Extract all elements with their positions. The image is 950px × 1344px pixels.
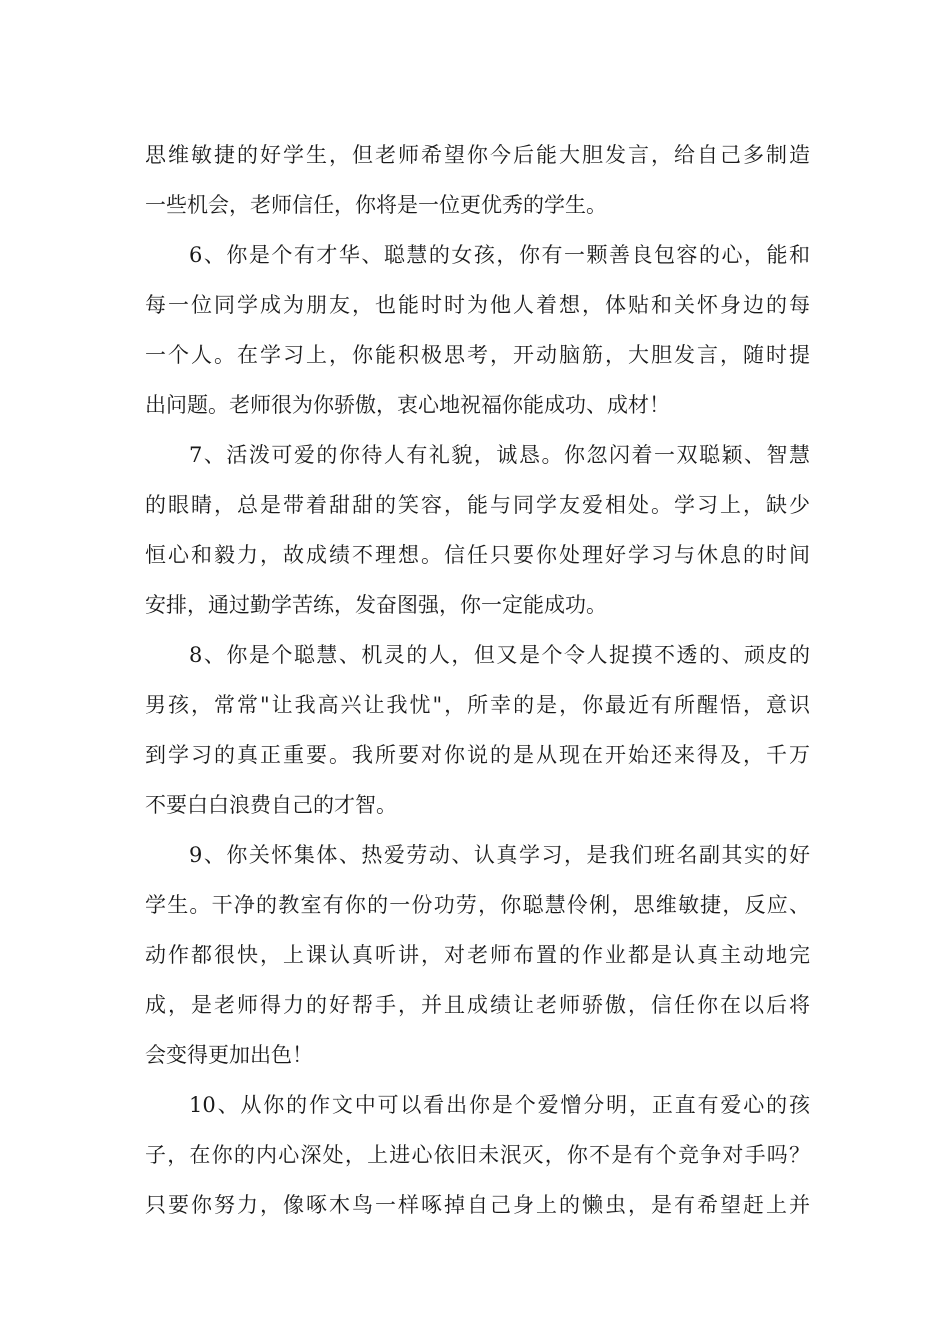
document-body [145,130,810,1230]
text-line: 动作都很快，上课认真听讲，对老师布置的作业都是认真主动地完 [145,943,810,967]
text-line: 子，在你的内心深处，上进心依旧未泯灭，你不是有个竞争对手吗？ [145,1143,810,1167]
text-line: 只要你努力，像啄木鸟一样啄掉自己身上的懒虫，是有希望赶上并 [145,1193,810,1217]
text-line: 安排，通过勤学苦练，发奋图强，你一定能成功。 [145,593,607,617]
text-line: 不要白白浪费自己的才智。 [145,793,397,817]
text-line: 到学习的真正重要。我所要对你说的是从现在开始还来得及，千万 [145,743,810,767]
text-line: 6、你是个有才华、聪慧的女孩，你有一颗善良包容的心，能和 [189,243,810,267]
text-line: 恒心和毅力，故成绩不理想。信任只要你处理好学习与休息的时间 [145,543,810,567]
text-line: 出问题。老师很为你骄傲，衷心地祝福你能成功、成材！ [145,393,670,417]
paragraph-continuation [145,130,810,230]
paragraph-6 [145,230,810,430]
text-line: 每一位同学成为朋友，也能时时为他人着想，体贴和关怀身边的每 [145,293,810,317]
text-line: 一个人。在学习上，你能积极思考，开动脑筋，大胆发言，随时提 [145,343,810,367]
paragraph-10 [145,1080,810,1230]
text-line: 10、从你的作文中可以看出你是个爱憎分明，正直有爱心的孩 [189,1093,810,1117]
text-line: 成，是老师得力的好帮手，并且成绩让老师骄傲，信任你在以后将 [145,993,810,1017]
text-line: 9、你关怀集体、热爱劳动、认真学习，是我们班名副其实的好 [189,843,810,867]
paragraph-8 [145,630,810,830]
text-line: 会变得更加出色！ [145,1043,313,1067]
paragraph-9 [145,830,810,1080]
text-line: 8、你是个聪慧、机灵的人，但又是个令人捉摸不透的、顽皮的 [189,643,810,667]
text-line: 一些机会，老师信任，你将是一位更优秀的学生。 [145,193,607,217]
paragraph-7 [145,430,810,630]
text-line: 思维敏捷的好学生，但老师希望你今后能大胆发言，给自己多制造 [145,143,810,167]
text-line: 学生。干净的教室有你的一份功劳，你聪慧伶俐，思维敏捷，反应、 [145,893,810,917]
text-line: 7、活泼可爱的你待人有礼貌，诚恳。你忽闪着一双聪颖、智慧 [189,443,810,467]
text-line: 的眼睛，总是带着甜甜的笑容，能与同学友爱相处。学习上，缺少 [145,493,810,517]
text-line: 男孩，常常"让我高兴让我忧"，所幸的是，你最近有所醒悟，意识 [145,693,810,717]
